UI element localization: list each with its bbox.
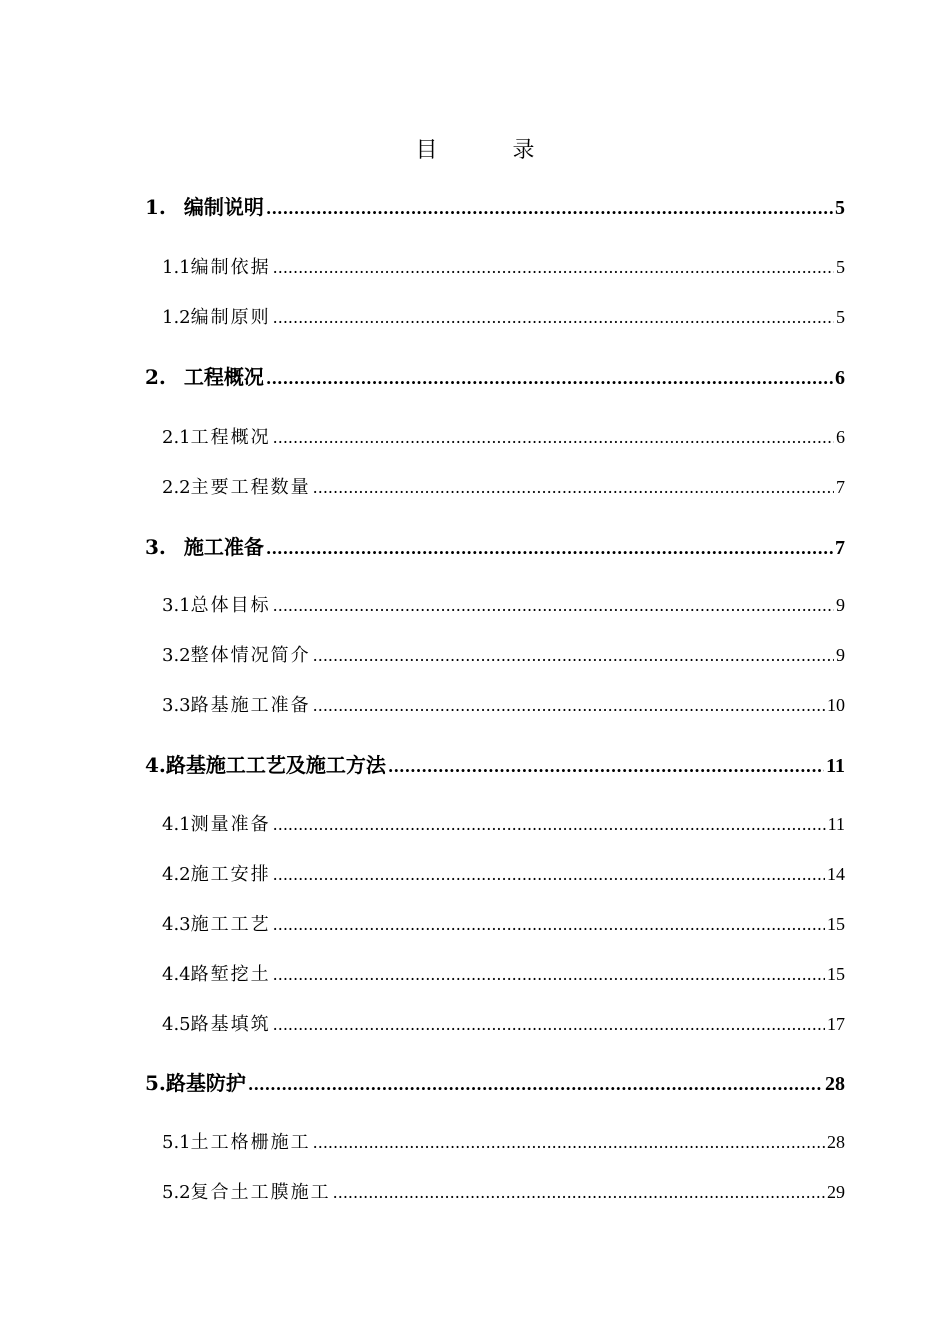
- toc-entry-page-number: 29: [827, 1182, 845, 1202]
- toc-dot-leader: [248, 1070, 823, 1100]
- toc-entry-chapter[interactable]: [145, 1068, 845, 1098]
- toc-entry-number: 3.1: [162, 595, 191, 616]
- toc-entry-number: 1.2: [162, 307, 191, 328]
- toc-entry-page-number: 5: [836, 257, 845, 277]
- toc-entry-section[interactable]: [145, 859, 845, 889]
- toc-entry-section[interactable]: [145, 1177, 845, 1207]
- toc-entry-page-number: 10: [827, 695, 845, 715]
- toc-entry-section[interactable]: [145, 690, 845, 720]
- toc-entry-page-number: 15: [827, 914, 845, 934]
- toc-entry-label: 路基施工准备: [190, 695, 311, 716]
- toc-dot-leader: [313, 691, 825, 721]
- toc-dot-leader: [313, 473, 834, 503]
- toc-entry-label: 路基填筑: [190, 1014, 271, 1035]
- toc-entry-page-number: 9: [836, 595, 845, 615]
- toc-dot-leader: [273, 1010, 825, 1040]
- toc-entry-label: 编制依据: [190, 257, 271, 278]
- toc-entry-number: 4.4: [162, 964, 191, 985]
- toc-entry-section[interactable]: [145, 252, 845, 282]
- toc-dot-leader: [266, 194, 833, 224]
- toc-entry-page-number: 9: [836, 645, 845, 665]
- toc-entry-label: 复合土工膜施工: [190, 1182, 331, 1203]
- toc-entry-page-number: 14: [827, 864, 845, 884]
- toc-entry-label: 施工安排: [190, 864, 271, 885]
- toc-entry-label: 整体情况简介: [190, 645, 311, 666]
- toc-entry-number: 5.2: [162, 1182, 191, 1203]
- toc-entry-label: 路基施工工艺及施工方法: [165, 753, 386, 777]
- toc-entry-label: 主要工程数量: [190, 477, 311, 498]
- toc-entry-section[interactable]: [145, 472, 845, 502]
- toc-entry-section[interactable]: [145, 809, 845, 839]
- toc-entry-page-number: 7: [836, 477, 845, 497]
- toc-dot-leader: [313, 641, 834, 671]
- toc-entry-page-number: 28: [827, 1132, 845, 1152]
- toc-entry-page-number: 17: [827, 1014, 845, 1034]
- toc-entry-section[interactable]: [145, 909, 845, 939]
- toc-entry-number: 4.2: [162, 864, 191, 885]
- toc-entry-page-number: 28: [825, 1073, 845, 1095]
- toc-entry-section[interactable]: [145, 959, 845, 989]
- toc-entry-label: 测量准备: [190, 814, 271, 835]
- toc-entry-page-number: 11: [827, 814, 845, 834]
- toc-dot-leader: [266, 534, 833, 564]
- toc-dot-leader: [273, 860, 825, 890]
- toc-entry-label: 土工格栅施工: [190, 1132, 311, 1153]
- toc-entry-number: 4.5: [162, 1014, 191, 1035]
- toc-entry-number: 4.1: [162, 814, 191, 835]
- toc-dot-leader: [273, 253, 834, 283]
- toc-dot-leader: [273, 910, 825, 940]
- toc-entry-number: 2.: [145, 365, 166, 389]
- toc-dot-leader: [266, 364, 833, 394]
- toc-entry-number: 5.1: [162, 1132, 191, 1153]
- toc-entry-section[interactable]: [145, 640, 845, 670]
- toc-entry-chapter[interactable]: [145, 362, 845, 392]
- toc-entry-label: 工程概况: [183, 365, 264, 389]
- toc-dot-leader: [313, 1128, 825, 1158]
- toc-dot-leader: [388, 752, 824, 782]
- toc-entry-page-number: 6: [836, 427, 845, 447]
- toc-entry-label: 总体目标: [190, 595, 271, 616]
- toc-entry-number: 1.1: [162, 257, 191, 278]
- toc-entry-section[interactable]: [145, 1127, 845, 1157]
- toc-entry-chapter[interactable]: [145, 532, 845, 562]
- toc-entry-label: 工程概况: [190, 427, 271, 448]
- toc-dot-leader: [273, 303, 834, 333]
- toc-entry-label: 施工工艺: [190, 914, 271, 935]
- toc-entry-number: 2.1: [162, 427, 191, 448]
- toc-dot-leader: [273, 591, 834, 621]
- toc-entry-page-number: 6: [835, 367, 845, 389]
- toc-entry-label: 路基防护: [165, 1071, 246, 1095]
- toc-entry-number: 1.: [145, 195, 166, 219]
- toc-entry-chapter[interactable]: [145, 192, 845, 222]
- toc-entry-section[interactable]: [145, 422, 845, 452]
- toc-entry-number: 3.3: [162, 695, 191, 716]
- toc-entry-label: 编制说明: [183, 195, 264, 219]
- toc-entry-section[interactable]: [145, 590, 845, 620]
- toc-entry-number: 4.3: [162, 914, 191, 935]
- toc-entry-number: 5.: [145, 1071, 166, 1095]
- toc-entry-label: 施工准备: [183, 535, 264, 559]
- toc-entry-number: 3.2: [162, 645, 191, 666]
- toc-entry-page-number: 5: [836, 307, 845, 327]
- toc-entry-number: 2.2: [162, 477, 191, 498]
- toc-dot-leader: [273, 960, 825, 990]
- toc-entry-number: 3.: [145, 535, 166, 559]
- toc-title: 目 录: [415, 138, 569, 163]
- toc-entry-label: 路堑挖土: [190, 964, 271, 985]
- toc-dot-leader: [273, 810, 826, 840]
- toc-entry-page-number: 5: [835, 197, 845, 219]
- toc-entry-page-number: 7: [835, 537, 845, 559]
- toc-entry-section[interactable]: [145, 1009, 845, 1039]
- toc-dot-leader: [273, 423, 834, 453]
- toc-entry-label: 编制原则: [190, 307, 271, 328]
- toc-entry-page-number: 15: [827, 964, 845, 984]
- toc-dot-leader: [333, 1178, 825, 1208]
- toc-entry-chapter[interactable]: [145, 750, 845, 780]
- toc-entry-number: 4.: [145, 753, 166, 777]
- toc-entry-page-number: 11: [826, 755, 845, 777]
- toc-entry-section[interactable]: [145, 302, 845, 332]
